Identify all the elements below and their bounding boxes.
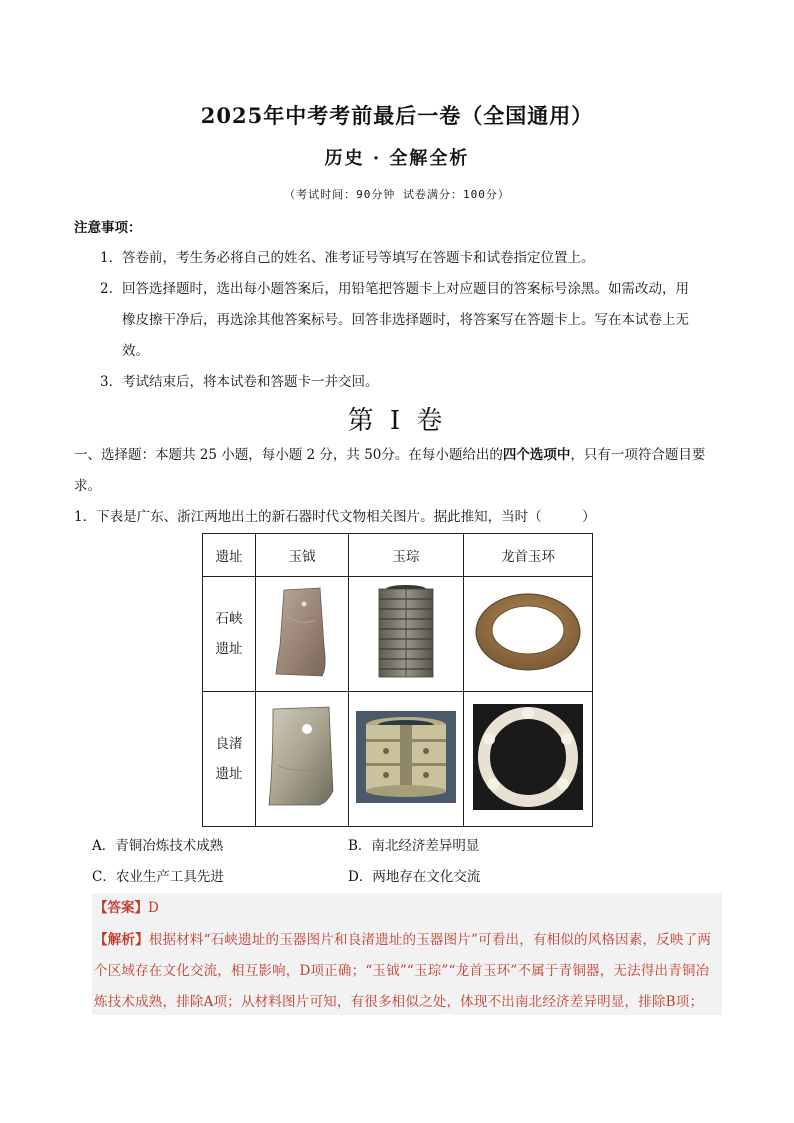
site-label-cell	[203, 577, 256, 692]
site-label-cell	[203, 692, 256, 827]
table-header-cell: 玉琮	[349, 534, 464, 577]
table-row-liangzhu	[203, 692, 593, 827]
analysis-body: 根据材料“石峡遗址的玉器图片和良渚遗址的玉器图片”可看出，有相似的风格因素，反映了两个区域存在文化交流，相互影响，D项正确；“玉钺”“玉琮”“龙首玉环”不属于青铜器，无法得出青铜冶炼技术成熟，排除A项；从材料图片可知，有很多相似之处，体现不出南北经济差异明显，排除B项；	[94, 932, 712, 1010]
notice-item-1	[100, 243, 722, 274]
option-c: C．农业生产工具先进	[92, 869, 224, 885]
site-label: 遗址	[215, 766, 243, 782]
dragon-head-jade-ring-liangzhu-image	[473, 704, 583, 810]
notice-item-text-cont: 橡皮擦干净后，再选涂其他答案标号。回答非选择题时，将答案写在答题卡上。写在本试卷上无	[122, 312, 689, 328]
question-1-stem: 1．下表是广东、浙江两地出土的新石器时代文物相关图片。据此推知，当时（ ）	[74, 509, 596, 525]
exam-title: 2025年中考考前最后一卷（全国通用）	[200, 103, 594, 128]
image-cell	[464, 577, 593, 692]
jade-cong-shixia-image	[371, 583, 441, 681]
notice-item-number: 2．	[100, 281, 123, 297]
notice-item-number: 3．	[100, 374, 123, 390]
table-row-shixia	[203, 577, 593, 692]
table-header-cell: 玉钺	[256, 534, 349, 577]
jade-cong-liangzhu-image	[356, 711, 456, 803]
site-label: 良渚	[215, 736, 243, 752]
option-d: D．两地存在文化交流	[348, 869, 481, 885]
notice-item-3	[100, 367, 722, 398]
notice-item-text: 答卷前，考生务必将自己的姓名、准考证号等填写在答题卡和试卷指定位置上。	[122, 250, 595, 266]
jade-yue-axe-liangzhu-image	[267, 705, 337, 809]
image-cell	[256, 577, 349, 692]
section-heading: 第 I 卷	[347, 406, 447, 436]
intro-text: 一、选择题：本题共 25 小题，每小题 2 分，共 50分。在每小题给出的	[74, 447, 503, 463]
image-cell	[349, 692, 464, 827]
answer-line	[94, 896, 159, 916]
notice-item-text: 回答选择题时，选出每小题答案后，用铅笔把答题卡上对应题目的答案标号涂黑。如需改动，用	[122, 281, 689, 297]
analysis-tag: 【解析】	[94, 932, 149, 948]
table-header-row	[203, 534, 593, 577]
dragon-head-jade-ring-shixia-image	[472, 589, 584, 675]
site-label: 石峡	[215, 611, 243, 627]
option-a: A．青铜冶炼技术成熟	[92, 838, 224, 854]
exam-time-info: （考试时间：90分钟 试卷满分：100分）	[284, 188, 510, 201]
notice-item-text-cont: 效。	[122, 343, 149, 359]
jade-yue-axe-shixia-image	[272, 586, 332, 678]
relics-table	[202, 533, 593, 827]
analysis-text	[94, 925, 722, 1018]
notice-item-2	[100, 274, 722, 367]
notice-title: 注意事项：	[74, 220, 142, 236]
notice-item-number: 1．	[100, 250, 123, 266]
answer-value: D	[148, 900, 159, 916]
notice-item-text: 考试结束后，将本试卷和答题卡一并交回。	[122, 374, 379, 390]
image-cell	[349, 577, 464, 692]
exam-subtitle: 历史 · 全解全析	[324, 148, 470, 169]
table-header-cell: 龙首玉环	[464, 534, 593, 577]
image-cell	[464, 692, 593, 827]
choice-section-intro	[74, 440, 724, 502]
intro-text-end: ，只有一项符合题目要求。	[74, 447, 706, 494]
intro-emphasis: 四个选项中	[502, 447, 571, 463]
option-b: B．南北经济差异明显	[348, 838, 480, 854]
site-label: 遗址	[215, 641, 243, 657]
image-cell	[256, 692, 349, 827]
table-header-cell: 遗址	[203, 534, 256, 577]
answer-tag: 【答案】	[94, 900, 148, 916]
